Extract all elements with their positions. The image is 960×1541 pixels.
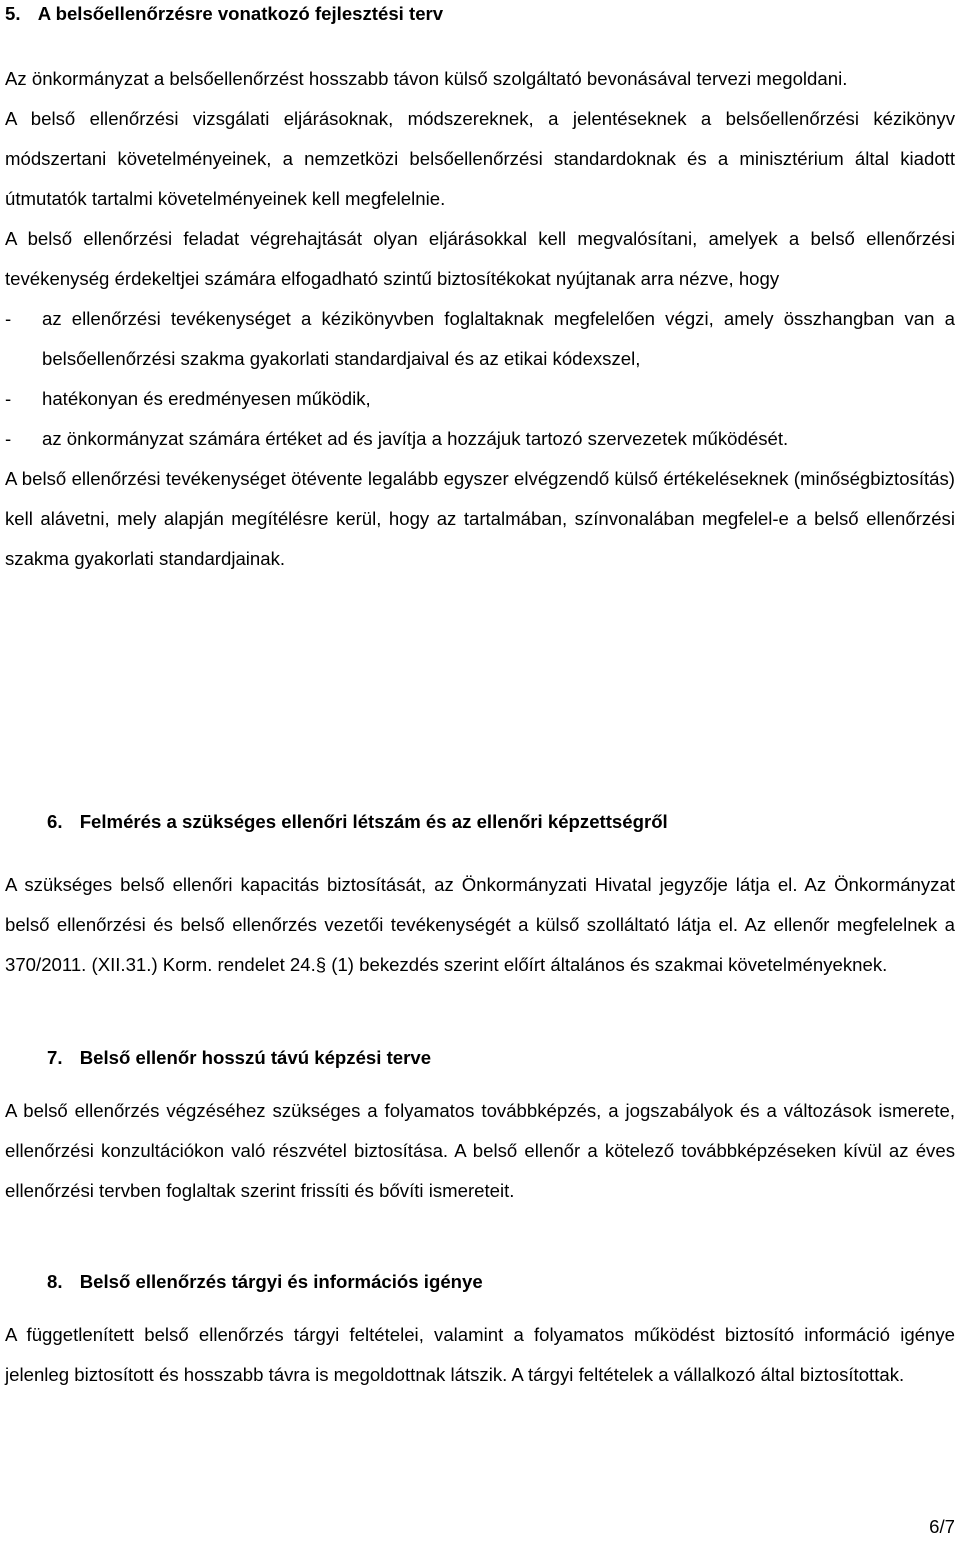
section-5-body [5, 59, 955, 579]
section-7-heading [5, 1047, 955, 1069]
section-6 [5, 811, 955, 833]
section-6-heading [5, 811, 955, 833]
list-dash: - [5, 428, 12, 449]
section-6-title: Felmérés a szükséges ellenőri létszám és az ellenőri képzettségről [79, 811, 668, 832]
section-7-paragraph-1: A belső ellenőrzés végzéséhez szükséges a folyamatos továbbképzés, a jogszabályok és a változások ismerete, ellenőrzési konzultációkon való részvétel biztosítása. A belső ellenőr a kötelező továbbképzéseken kívül az éves ellenőrzési tervben foglaltak szerint frissíti és bővíti ismereteit. [5, 1100, 955, 1201]
section-5-closing: A belső ellenőrzési tevékenységet ötévente legalább egyszer elvégzendő külső értékeléseknek (minőségbiztosítás) kell alávetni, mely alapján megítélésre kerül, hogy az tartalmában, színvonalában megfelel-e a belső ellenőrzési szakma gyakorlati standardjainak. [5, 468, 955, 569]
section-7 [5, 1047, 955, 1069]
list-item-text: hatékonyan és eredményesen működik, [42, 388, 371, 409]
list-item-text: az önkormányzat számára értéket ad és javítja a hozzájuk tartozó szervezetek működését. [42, 428, 789, 449]
section-5 [5, 3, 955, 25]
list-item [5, 419, 955, 459]
page-number: 6/7 [929, 1516, 955, 1537]
section-7-body [5, 1091, 955, 1211]
section-5-title: A belsőellenőrzésre vonatkozó fejlesztési terv [37, 3, 444, 24]
list-item [5, 379, 955, 419]
section-7-title: Belső ellenőr hosszú távú képzési terve [79, 1047, 432, 1068]
section-8-paragraph-1: A függetlenített belső ellenőrzés tárgyi feltételei, valamint a folyamatos működést biztosító információ igénye jelenleg biztosított és hosszabb távra is megoldottnak látszik. A tárgyi feltételek a vállalkozó által biztosítottak. [5, 1324, 955, 1385]
list-item-text: az ellenőrzési tevékenységet a kézikönyvben foglaltaknak megfelelően végzi, amely összhangban van a belsőellenőrzési szakma gyakorlati standardjaival és az etikai kódexszel, [42, 308, 955, 369]
section-5-paragraph-3: A belső ellenőrzési feladat végrehajtását olyan eljárásokkal kell megvalósítani, amelyek a belső ellenőrzési tevékenység érdekeltjei számára elfogadható szintű biztosítékokat nyújtanak arra nézve, hogy [5, 228, 955, 289]
section-7-number: 7. [47, 1047, 63, 1068]
section-5-paragraph-1: Az önkormányzat a belsőellenőrzést hosszabb távon külső szolgáltató bevonásával tervezi megoldani. [5, 68, 848, 89]
list-dash: - [5, 308, 12, 329]
section-5-number: 5. [5, 3, 21, 24]
section-8-number: 8. [47, 1271, 63, 1292]
section-5-list [5, 299, 955, 459]
section-8 [5, 1271, 955, 1293]
section-5-heading [5, 3, 955, 25]
section-6-number: 6. [47, 811, 63, 832]
section-8-heading [5, 1271, 955, 1293]
list-item [5, 299, 955, 379]
section-5-paragraph-2: A belső ellenőrzési vizsgálati eljárásoknak, módszereknek, a jelentéseknek a belsőellenőrzési kézikönyv módszertani követelményeinek, a nemzetközi belsőellenőrzési standardoknak és a minisztérium által kiadott útmutatók tartalmi követelményeinek kell megfelelnie. [5, 108, 955, 209]
list-dash: - [5, 388, 12, 409]
section-6-paragraph-1: A szükséges belső ellenőri kapacitás biztosítását, az Önkormányzati Hivatal jegyzője látja el. Az Önkormányzat belső ellenőrzési és belső ellenőrzés vezetői tevékenységét a külső szolláltató látja el. Az ellenőr megfelelnek a 370/2011. (XII.31.) Korm. rendelet 24.§ (1) bekezdés szerint előírt általános és szakmai követelményeknek. [5, 874, 955, 975]
section-8-body [5, 1315, 955, 1395]
section-8-title: Belső ellenőrzés tárgyi és információs igénye [79, 1271, 483, 1292]
section-6-body [5, 865, 955, 985]
